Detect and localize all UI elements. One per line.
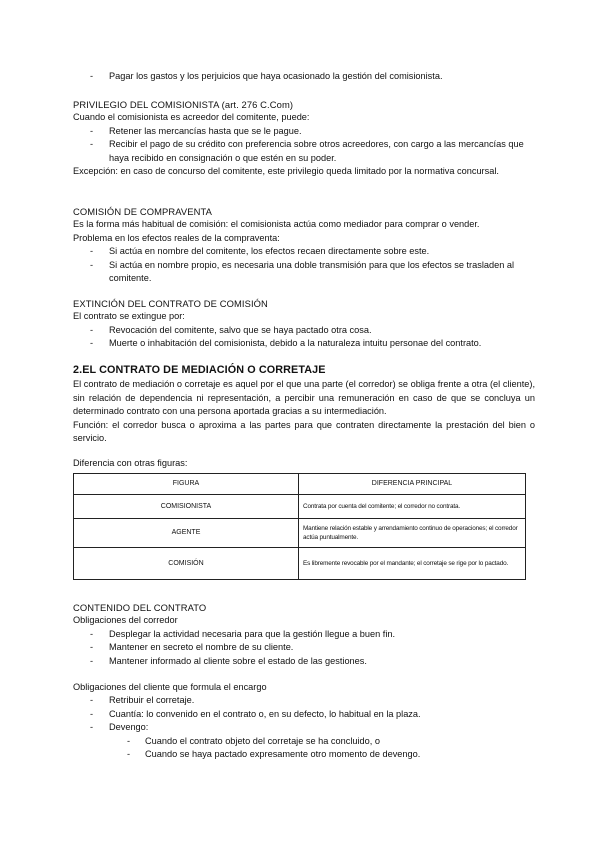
section-heading: EXTINCIÓN DEL CONTRATO DE COMISIÓN	[73, 298, 268, 309]
list-item: - Si actúa en nombre propio, es necesaria una doble transmisión para que los efectos se trasladen al comitente.	[90, 259, 515, 284]
sub-list-item: - Cuando el contrato objeto del corretaje se ha concluido, o	[127, 735, 380, 746]
column-header: FIGURA	[74, 474, 299, 495]
column-header: DIFERENCIA PRINCIPAL	[299, 474, 526, 495]
sub-list-item: - Cuando se haya pactado expresamente otro momento de devengo.	[127, 749, 421, 760]
table-header-row	[74, 474, 526, 495]
list-item: - Muerte o inhabitación del comisionista, debido a la naturaleza intuitu personae del contrato.	[90, 338, 482, 349]
section-mediacion	[73, 364, 535, 445]
table-cell: COMISIONISTA	[74, 495, 299, 519]
paragraph: Problema en los efectos reales de la compraventa:	[73, 232, 280, 243]
section-contenido	[73, 601, 535, 668]
table-cell: Contrata por cuenta del comitente; el corredor no contrata.	[299, 495, 526, 519]
list-item: - Retener las mercancías hasta que se le pague.	[90, 125, 302, 136]
list-item: - Cuantía: lo convenido en el contrato o, en su defecto, lo habitual en la plaza.	[90, 708, 421, 719]
list-item: - Mantener informado al cliente sobre el estado de las gestiones.	[90, 655, 367, 666]
list-item: - Devengo:	[90, 722, 149, 733]
list-item: - Revocación del comitente, salvo que se haya pactado otra cosa.	[90, 324, 372, 335]
list-item: - Recibir el pago de su crédito con preferencia sobre otros acreedores, con cargo a las mercancías que haya recibido en consignación o que estén en su poder.	[90, 139, 524, 163]
subsection-title: Obligaciones del corredor	[73, 615, 178, 626]
subsection-title: Obligaciones del cliente que formula el encargo	[73, 682, 267, 692]
paragraph: El contrato se extingue por:	[73, 311, 185, 322]
continued-list	[73, 70, 535, 83]
list-item: - Si actúa en nombre del comitente, los efectos recaen directamente sobre este.	[90, 246, 430, 257]
table-caption-block	[73, 457, 535, 470]
table-cell: COMISIÓN	[74, 548, 299, 580]
list-item: - Desplegar la actividad necesaria para que la gestión llegue a buen fin.	[90, 628, 396, 639]
section-compraventa	[73, 205, 535, 285]
list-item: - Pagar los gastos y los perjuicios que haya ocasionado la gestión del comisionista.	[90, 71, 443, 81]
table-row	[74, 548, 526, 580]
table-caption: Diferencia con otras figuras:	[73, 458, 188, 468]
chapter-heading: 2.EL CONTRATO DE MEDIACIÓN O CORRETAJE	[73, 364, 326, 376]
section-heading: CONTENIDO DEL CONTRATO	[73, 602, 207, 613]
section-extincion	[73, 297, 535, 351]
list-item: - Retribuir el corretaje.	[90, 695, 195, 706]
section-obligaciones-cliente	[73, 681, 535, 761]
differences-table	[73, 473, 526, 580]
section-heading: PRIVILEGIO DEL COMISIONISTA (art. 276 C.Com)	[73, 99, 294, 110]
paragraph: Excepción: en caso de concurso del comitente, este privilegio queda limitado por la normativa concursal.	[73, 166, 499, 177]
table-cell: Es libremente revocable por el mandante; el corretaje se rige por lo pactado.	[299, 548, 526, 580]
paragraph: Es la forma más habitual de comisión: el comisionista actúa como mediador para comprar o vender.	[73, 219, 480, 230]
table-row	[74, 495, 526, 519]
list-item: - Mantener en secreto el nombre de su cliente.	[90, 642, 294, 653]
paragraph: El contrato de mediación o corretaje es aquel por el que una parte (el corredor) se obliga frente a otra (el cliente), sin relación de dependencia ni representación, a percibir una remuneración en caso de que se concluya un determinado contrato con una persona aportada gracias a su intermediación.	[73, 379, 535, 417]
table-row	[74, 519, 526, 548]
section-heading: COMISIÓN DE COMPRAVENTA	[73, 206, 212, 217]
paragraph: Función: el corredor busca o aproxima a las partes para que contraten directamente la prestación del bien o servicio.	[73, 419, 535, 444]
table-cell: AGENTE	[74, 519, 299, 548]
paragraph: Cuando el comisionista es acreedor del comitente, puede:	[73, 112, 310, 123]
section-privilegio	[73, 98, 535, 178]
table-cell: Mantiene relación estable y arrendamiento continuo de operaciones; el corredor actúa puntualmente.	[299, 519, 526, 548]
